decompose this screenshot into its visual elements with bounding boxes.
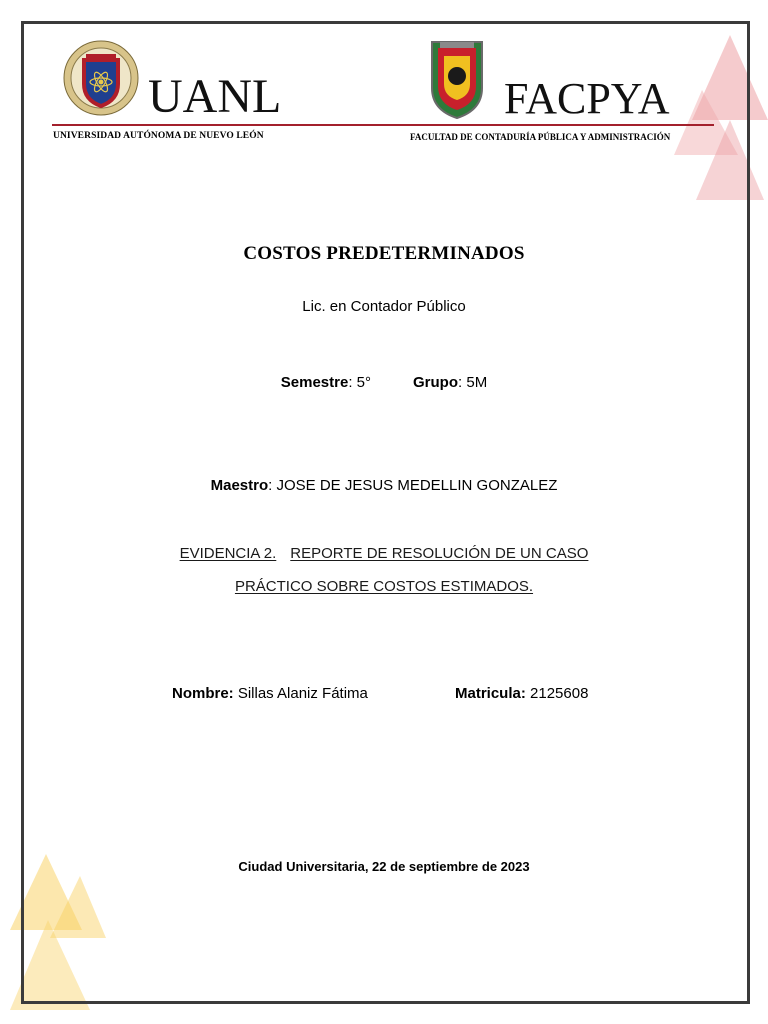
uanl-logo-text: UANL [148, 70, 282, 123]
facpya-subtitle: FACULTAD DE CONTADURÍA PÚBLICA Y ADMINISTRACIÓN [410, 132, 671, 142]
facpya-seal-icon [426, 38, 488, 120]
teacher-label: Maestro [210, 477, 269, 494]
matricula-label: Matricula: [455, 685, 526, 702]
header-divider [52, 124, 714, 126]
student-name-line [172, 685, 368, 702]
evidence-line-1 [0, 545, 768, 562]
semester-label: Semestre [280, 374, 349, 391]
evidence-line-2 [0, 578, 768, 595]
page-border [21, 21, 750, 1004]
evidence-title-part2: PRÁCTICO SOBRE COSTOS ESTIMADOS. [234, 578, 534, 595]
name-label: Nombre: [172, 685, 234, 702]
facpya-logo-text: FACPYA [504, 74, 670, 123]
uanl-seal-icon [62, 40, 140, 116]
group-value: : 5M [458, 374, 488, 391]
semester-value: : 5° [348, 374, 372, 391]
evidence-title-part1: REPORTE DE RESOLUCIÓN DE UN CASO [290, 545, 589, 562]
student-id-line [455, 685, 588, 702]
document-title: COSTOS PREDETERMINADOS [243, 243, 525, 264]
teacher-value: : JOSE DE JESUS MEDELLIN GONZALEZ [268, 477, 558, 494]
name-value: Sillas Alaniz Fátima [233, 685, 368, 702]
semester-group-line [0, 374, 768, 391]
group-label: Grupo [413, 374, 459, 391]
career-line: Lic. en Contador Público [302, 298, 466, 315]
place-and-date: Ciudad Universitaria, 22 de septiembre de 2023 [238, 859, 530, 874]
matricula-value: 2125608 [525, 685, 589, 702]
teacher-line [0, 477, 768, 494]
evidence-label: EVIDENCIA 2. [179, 545, 277, 562]
uanl-subtitle: UNIVERSIDAD AUTÓNOMA DE NUEVO LEÓN [53, 131, 264, 141]
